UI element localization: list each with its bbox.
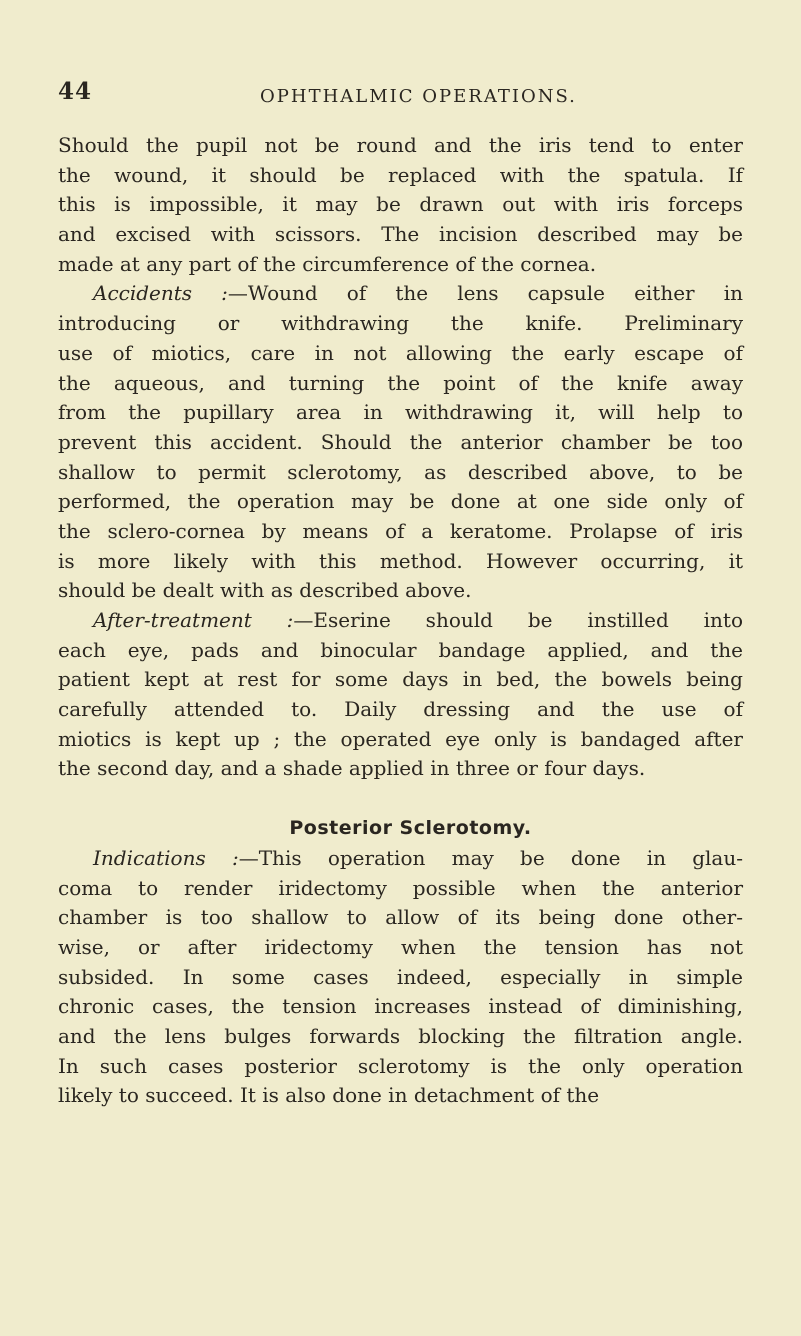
text-line: from the pupillary area in withdrawing it, will help to (58, 400, 743, 425)
paragraph-lead-line (58, 279, 743, 309)
text-line: this is impossible, it may be drawn out with iris forceps (58, 192, 743, 217)
paragraph-lead-text: —Wound of the lens capsule either in (227, 281, 743, 306)
text-line: miotics is kept up ; the operated eye only is bandaged after (58, 726, 743, 751)
text-line: chronic cases, the tension increases instead of diminishing, (58, 994, 743, 1019)
text-line: introducing or withdrawing the knife. Preliminary (58, 311, 743, 336)
text-line: subsided. In some cases indeed, especially in simple (58, 964, 743, 989)
text-line: use of miotics, care in not allowing the early escape of (58, 340, 743, 365)
text-line: should be dealt with as described above. (58, 578, 472, 603)
text-line: and excised with scissors. The incision described may be (58, 222, 743, 247)
text-line: performed, the operation may be done at one side only of (58, 489, 743, 514)
running-head: OPHTHALMIC OPERATIONS. (260, 86, 577, 107)
page-number: 44 (58, 78, 93, 105)
text-line: shallow to permit sclerotomy, as described above, to be (58, 459, 743, 484)
page-header (58, 78, 758, 108)
text-line: carefully attended to. Daily dressing and the use of (58, 697, 743, 722)
text-line: made at any part of the circumference of the cornea. (58, 251, 597, 276)
paragraph-label-accidents: Accidents : (93, 281, 228, 306)
paragraph-lead-line (58, 844, 743, 874)
paragraph-label-indications: Indications : (93, 845, 239, 870)
text-line: patient kept at rest for some days in bed, the bowels being (58, 667, 743, 692)
paragraph-lead-line (58, 606, 743, 636)
paragraph-lead-text: —This operation may be done in glau- (238, 845, 743, 870)
text-line: each eye, pads and binocular bandage applied, and the (58, 637, 743, 662)
text-line: wise, or after iridectomy when the tension has not (58, 934, 743, 959)
paragraph-label-after-treatment: After-treatment : (93, 608, 294, 632)
section-heading: Posterior Sclerotomy. (289, 817, 532, 840)
text-line: In such cases posterior sclerotomy is the only operation (58, 1053, 743, 1078)
text-line: is more likely with this method. However occurring, it (58, 548, 743, 573)
paragraph-lead-text: —Eserine should be instilled into (293, 608, 743, 632)
text-line: the sclero-cornea by means of a keratome. Prolapse of iris (58, 518, 743, 543)
text-line: likely to succeed. It is also done in detachment of the (58, 1083, 600, 1108)
text-line: the second day, and a shade applied in three or four days. (58, 756, 646, 781)
text-line: chamber is too shallow to allow of its being done other- (58, 905, 743, 930)
text-line: Should the pupil not be round and the iris tend to enter (58, 133, 743, 157)
text-line: the wound, it should be replaced with the spatula. If (58, 162, 743, 187)
body-text (58, 131, 743, 1111)
text-line: the aqueous, and turning the point of the knife away (58, 370, 743, 395)
text-line: prevent this accident. Should the anterior chamber be too (58, 429, 743, 454)
text-line: coma to render iridectomy possible when the anterior (58, 875, 743, 900)
text-line: and the lens bulges forwards blocking the filtration angle. (58, 1023, 743, 1048)
